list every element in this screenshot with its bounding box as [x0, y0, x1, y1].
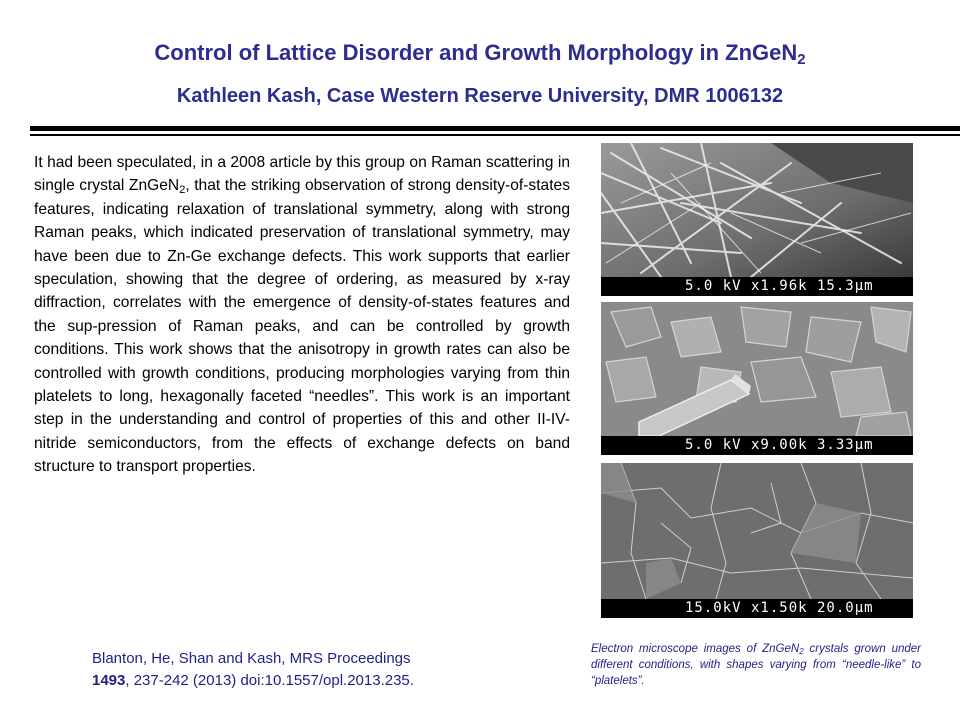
sem-image-platelets: [601, 463, 913, 618]
scale-bar-1: 5.0 kV x1.96k 15.3µm: [601, 277, 913, 296]
slide-subtitle: Kathleen Kash, Case Western Reserve University, DMR 1006132: [176, 85, 784, 107]
title-subscript: 2: [797, 51, 806, 68]
sem-image-faceted: [601, 302, 913, 455]
citation: Blanton, He, Shan and Kash, MRS Proceedings 1493, 237-242 (2013) doi:10.1557/opl.2013.235.: [92, 650, 414, 689]
sem-image-needles: [601, 143, 913, 296]
scale-bar-3: 15.0kV x1.50k 20.0µm: [601, 599, 913, 618]
slide-title: Control of Lattice Disorder and Growth Morphology in ZnGeN$_2$: [154, 40, 806, 68]
platelets-graphic: [601, 463, 913, 599]
divider-thick: [30, 126, 960, 131]
body-paragraph: It had been speculated, in a 2008 article by this group on Raman scattering in single crystal ZnGeN$_2$, that the striking observation of strong density-of-states features, indicating relaxation of translational symmetry, along with strong Raman peaks, which indicated preservation of translational symmetry, may have been due to Zn-Ge exchange defects. This work supports that earlier speculation, showing that the degree of ordering, as measured by x-ray diffraction, correlates with the emergence of density-of-states features and the sup-pression of Raman peaks, and can be controlled by growth conditions. This work shows that the anisotropy in growth rates can also be controlled with growth conditions, producing morphologies varying from thin platelets to long, hexagonally faceted “needles”. This work is an important step in the understanding and control of properties of this and other II-IV-nitride semiconductors, from the effects of exchange defects on band structure to transport properties.: [34, 154, 570, 476]
divider-thin: [30, 134, 960, 136]
faceted-graphic: [601, 302, 913, 436]
scale-bar-2: 5.0 kV x9.00k 3.33µm: [601, 436, 913, 455]
citation-volume: 1493: [92, 672, 126, 689]
image-caption: Electron microscope images of ZnGeN$_2$ crystals grown under different conditions, with shapes varying from “needle-like” to “platelets”.: [591, 643, 922, 687]
needles-graphic: [601, 143, 913, 277]
